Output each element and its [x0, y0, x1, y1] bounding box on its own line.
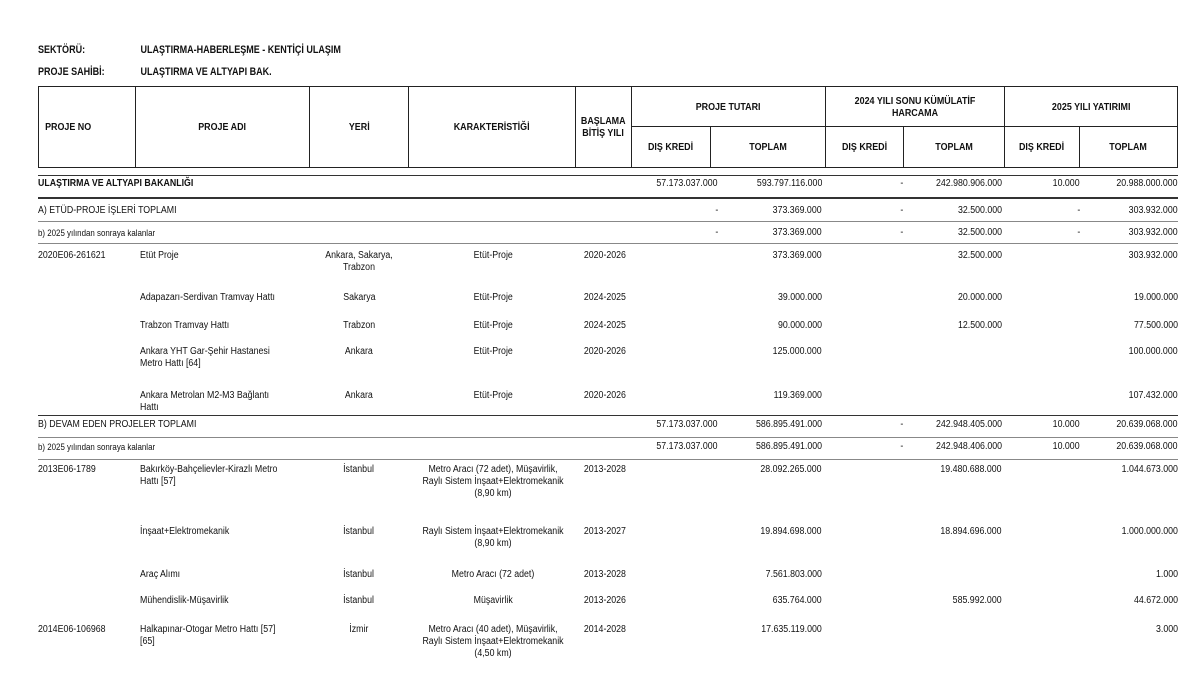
header-kumulatif: 2024 YILI SONU KÜMÜLATİF HARCAMA — [825, 86, 1005, 127]
cell-yer: Ankara — [345, 346, 373, 357]
row-label: B) DEVAM EDEN PROJELER TOPLAMI — [38, 419, 197, 430]
cell-pt-top: 90.000.000 — [777, 320, 822, 331]
cell-kh-dis: - — [900, 419, 903, 430]
cell-kh-top: 242.948.405.000 — [935, 419, 1002, 430]
header-yatirim: 2025 YILI YATIRIMI — [1004, 86, 1178, 127]
header-kh-toplam: TOPLAM — [903, 126, 1005, 168]
cell-y-dis: 10.000 — [1053, 441, 1080, 452]
cell-kh-top: 19.480.688.000 — [940, 464, 1002, 475]
cell-kh-dis: - — [900, 441, 903, 452]
cell-name: Etüt Proje — [140, 250, 179, 261]
cell-y-dis: - — [1077, 227, 1080, 238]
cell-pt-top: 125.000.000 — [773, 346, 822, 357]
cell-kar: Metro Aracı (72 adet), Müşavirlik, Raylı Sistem İnşaat+Elektromekanik (8,90 km) — [422, 464, 564, 499]
sector-line — [38, 44, 341, 56]
cell-pt-dis: 57.173.037.000 — [656, 178, 718, 189]
header-karakteristigi: KARAKTERİSTİĞİ — [408, 86, 576, 168]
cell-kh-top: 18.894.696.000 — [940, 526, 1002, 537]
sector-key: SEKTÖRÜ: — [38, 44, 86, 56]
header-baslama: BAŞLAMA BİTİŞ YILI — [575, 86, 632, 168]
cell-yil: 2020-2026 — [583, 346, 627, 357]
divider — [38, 459, 1178, 460]
cell-name: Ankara YHT Gar-Şehir Hastanesi Metro Hattı [64] — [140, 346, 270, 369]
cell-y-top: 1.000 — [1155, 569, 1178, 580]
cell-kar: Müşavirlik — [473, 595, 513, 606]
cell-pt-top: 17.635.119.000 — [761, 624, 822, 635]
cell-kar: Raylı Sistem İnşaat+Elektromekanik (8,90 km) — [422, 526, 564, 549]
cell-pt-top: 635.764.000 — [773, 595, 822, 606]
cell-y-top: 20.639.068.000 — [1116, 441, 1178, 452]
row-label: b) 2025 yılından sonraya kalanlar — [38, 442, 156, 452]
cell-kar: Etüt-Proje — [473, 390, 513, 401]
row-label: A) ETÜD-PROJE İŞLERİ TOPLAMI — [38, 205, 177, 216]
cell-yer: İstanbul — [343, 464, 375, 475]
cell-kh-top: 242.948.406.000 — [935, 441, 1002, 452]
cell-y-top: 44.672.000 — [1133, 595, 1178, 606]
cell-pt-dis: - — [715, 227, 718, 238]
cell-kar: Etüt-Proje — [473, 292, 513, 303]
header-pt-dis-kredi: DIŞ KREDİ — [631, 126, 711, 168]
cell-kh-top: 585.992.000 — [953, 595, 1002, 606]
cell-yil: 2024-2025 — [583, 320, 627, 331]
cell-pt-top: 19.894.698.000 — [760, 526, 822, 537]
cell-yer: Ankara, Sakarya, Trabzon — [325, 250, 393, 273]
row-label: ULAŞTIRMA VE ALTYAPI BAKANLIĞI — [38, 178, 194, 189]
header-proje-no: PROJE NO — [38, 86, 136, 168]
owner-value: ULAŞTIRMA VE ALTYAPI BAK. — [140, 66, 272, 78]
divider — [38, 221, 1178, 222]
cell-kh-top: 242.980.906.000 — [935, 178, 1002, 189]
cell-pt-dis: 57.173.037.000 — [656, 441, 718, 452]
cell-y-top: 3.000 — [1155, 624, 1178, 635]
cell-kh-top: 32.500.000 — [957, 227, 1002, 238]
header-proje-adi: PROJE ADI — [135, 86, 310, 168]
sector-value: ULAŞTIRMA-HABERLEŞME - KENTİÇİ ULAŞIM — [140, 44, 341, 56]
divider — [38, 197, 1178, 199]
cell-name: Mühendislik-Müşavirlik — [140, 595, 229, 606]
cell-y-top: 303.932.000 — [1129, 250, 1178, 261]
cell-kar: Etüt-Proje — [473, 320, 513, 331]
cell-name: Halkapınar-Otogar Metro Hattı [57] [65] — [140, 624, 276, 647]
cell-name: Adapazarı-Serdivan Tramvay Hattı — [140, 292, 275, 303]
divider — [38, 243, 1178, 244]
cell-yer: Ankara — [345, 390, 373, 401]
cell-kh-dis: - — [900, 205, 903, 216]
cell-name: Bakırköy-Bahçelievler-Kirazlı Metro Hattı [57] — [140, 464, 278, 487]
cell-yer: İzmir — [349, 624, 369, 635]
cell-y-top: 303.932.000 — [1129, 227, 1178, 238]
cell-pt-top: 28.092.265.000 — [760, 464, 822, 475]
cell-y-top: 20.639.068.000 — [1116, 419, 1178, 430]
header-y-toplam: TOPLAM — [1079, 126, 1178, 168]
cell-kar: Metro Aracı (72 adet) — [451, 569, 535, 580]
cell-y-top: 20.988.000.000 — [1116, 178, 1178, 189]
cell-name: İnşaat+Elektromekanik — [140, 526, 230, 537]
cell-kar: Metro Aracı (40 adet), Müşavirlik, Raylı Sistem İnşaat+Elektromekanik (4,50 km) — [422, 624, 564, 659]
cell-kh-dis: - — [900, 227, 903, 238]
cell-y-top: 1.000.000.000 — [1121, 526, 1178, 537]
cell-y-top: 107.432.000 — [1129, 390, 1178, 401]
cell-pt-top: 7.561.803.000 — [765, 569, 822, 580]
cell-y-top: 19.000.000 — [1133, 292, 1178, 303]
cell-name: Trabzon Tramvay Hattı — [140, 320, 230, 331]
row-label: b) 2025 yılından sonraya kalanlar — [38, 228, 156, 238]
header-yeri: YERİ — [309, 86, 409, 168]
divider — [38, 175, 1178, 176]
cell-y-top: 303.932.000 — [1129, 205, 1178, 216]
cell-yil: 2013-2028 — [583, 569, 627, 580]
cell-yil: 2014-2028 — [583, 624, 627, 635]
cell-pt-top: 39.000.000 — [777, 292, 822, 303]
cell-y-dis: 10.000 — [1053, 419, 1080, 430]
cell-y-dis: 10.000 — [1053, 178, 1080, 189]
cell-pt-top: 593.797.116.000 — [756, 178, 822, 189]
cell-pt-top: 119.369.000 — [773, 390, 822, 401]
cell-kh-dis: - — [900, 178, 903, 189]
owner-line — [38, 66, 272, 78]
cell-kh-top: 32.500.000 — [957, 250, 1002, 261]
cell-name: Ankara Metrolan M2-M3 Bağlantı Hattı — [140, 390, 270, 413]
cell-no: 2020E06-261621 — [38, 250, 106, 261]
cell-y-dis: - — [1077, 205, 1080, 216]
header-y-dis-kredi: DIŞ KREDİ — [1004, 126, 1080, 168]
cell-y-top: 77.500.000 — [1133, 320, 1178, 331]
cell-pt-top: 373.369.000 — [773, 250, 822, 261]
cell-no: 2014E06-106968 — [38, 624, 106, 635]
divider — [38, 415, 1178, 416]
cell-pt-top: 373.369.000 — [773, 227, 822, 238]
cell-pt-dis: 57.173.037.000 — [656, 419, 718, 430]
cell-kh-top: 20.000.000 — [957, 292, 1002, 303]
cell-pt-dis: - — [715, 205, 718, 216]
cell-yil: 2020-2026 — [583, 390, 627, 401]
cell-yil: 2020-2026 — [583, 250, 627, 261]
cell-yer: İstanbul — [343, 569, 375, 580]
cell-yer: İstanbul — [343, 595, 375, 606]
cell-yil: 2013-2028 — [583, 464, 627, 475]
cell-yer: Sakarya — [342, 292, 376, 303]
cell-yil: 2024-2025 — [583, 292, 627, 303]
cell-pt-top: 586.895.491.000 — [755, 419, 822, 430]
cell-yil: 2013-2027 — [583, 526, 627, 537]
cell-yer: İstanbul — [343, 526, 375, 537]
header-pt-toplam: TOPLAM — [710, 126, 826, 168]
cell-pt-top: 373.369.000 — [773, 205, 822, 216]
cell-kar: Etüt-Proje — [473, 346, 513, 357]
divider — [38, 437, 1178, 438]
header-kh-dis-kredi: DIŞ KREDİ — [825, 126, 904, 168]
cell-y-top: 1.044.673.000 — [1121, 464, 1178, 475]
owner-key: PROJE SAHİBİ: — [38, 66, 105, 78]
cell-kh-top: 32.500.000 — [957, 205, 1002, 216]
cell-name: Araç Alımı — [140, 569, 181, 580]
cell-yer: Trabzon — [343, 320, 375, 331]
cell-yil: 2013-2026 — [583, 595, 627, 606]
cell-kh-top: 12.500.000 — [957, 320, 1002, 331]
cell-y-top: 100.000.000 — [1129, 346, 1178, 357]
cell-pt-top: 586.895.491.000 — [755, 441, 822, 452]
cell-kar: Etüt-Proje — [473, 250, 513, 261]
cell-no: 2013E06-1789 — [38, 464, 96, 475]
header-proje-tutari: PROJE TUTARI — [631, 86, 826, 127]
